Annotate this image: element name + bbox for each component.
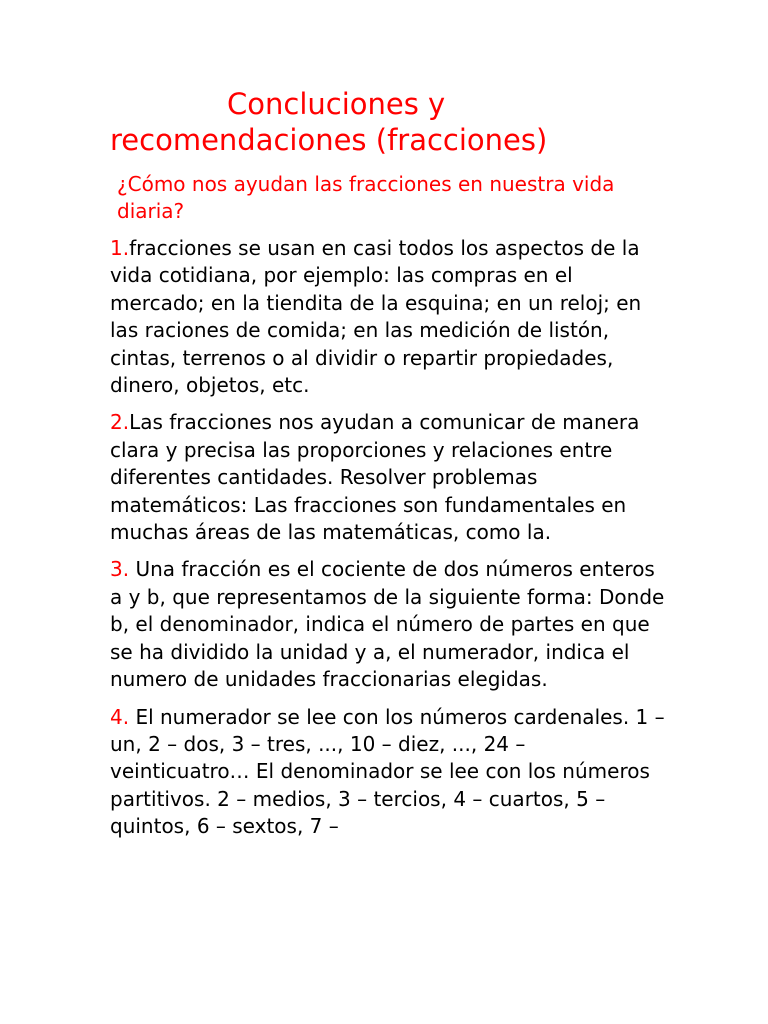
paragraph-4-number: 4. [110, 704, 130, 729]
paragraph-4-text: El numerador se lee con los números cardenales. 1 – un, 2 – dos, 3 – tres, ..., 10 – diez, ..., 24 – veinticuatro… El denominador se lee con los números partitivos. 2 – medios, 3 – tercios, 4 – cuartos, 5 – quintos, 6 – sextos, 7 – [110, 704, 665, 839]
paragraph-3 [110, 556, 670, 693]
question-heading: ¿Cómo nos ayudan las fracciones en nuestra vida diaria? [117, 172, 615, 223]
paragraph-3-text: Una fracción es el cociente de dos números enteros a y b, que representamos de la siguiente forma: Donde b, el denominador, indica el número de partes en que se ha dividido la unidad y a, el numerador, indica el numero de unidades fraccionarias elegidas. [110, 557, 665, 692]
paragraph-3-number: 3. [110, 557, 130, 582]
document-page [110, 86, 670, 841]
title-line-1: Concluciones y [227, 87, 446, 121]
paragraph-2 [110, 409, 670, 546]
paragraph-2-number: 2. [110, 410, 130, 435]
paragraph-1 [110, 235, 670, 399]
paragraph-1-text: fracciones se usan en casi todos los aspectos de la vida cotidiana, por ejemplo: las compras en el mercado; en la tiendita de la esquina; en un reloj; en las raciones de comida; en las medición de listón, cintas, terrenos o al dividir o repartir propiedades, dinero, objetos, etc. [110, 236, 642, 398]
paragraph-4 [110, 704, 670, 841]
document-title [110, 86, 670, 158]
paragraph-2-text: Las fracciones nos ayudan a comunicar de manera clara y precisa las proporciones y relaciones entre diferentes cantidades. Resolver problemas matemáticos: Las fracciones son fundamentales en muchas áreas de las matemáticas, como la. [110, 410, 640, 545]
paragraph-1-number: 1. [110, 236, 130, 260]
title-line-2: recomendaciones (fracciones) [110, 123, 548, 157]
